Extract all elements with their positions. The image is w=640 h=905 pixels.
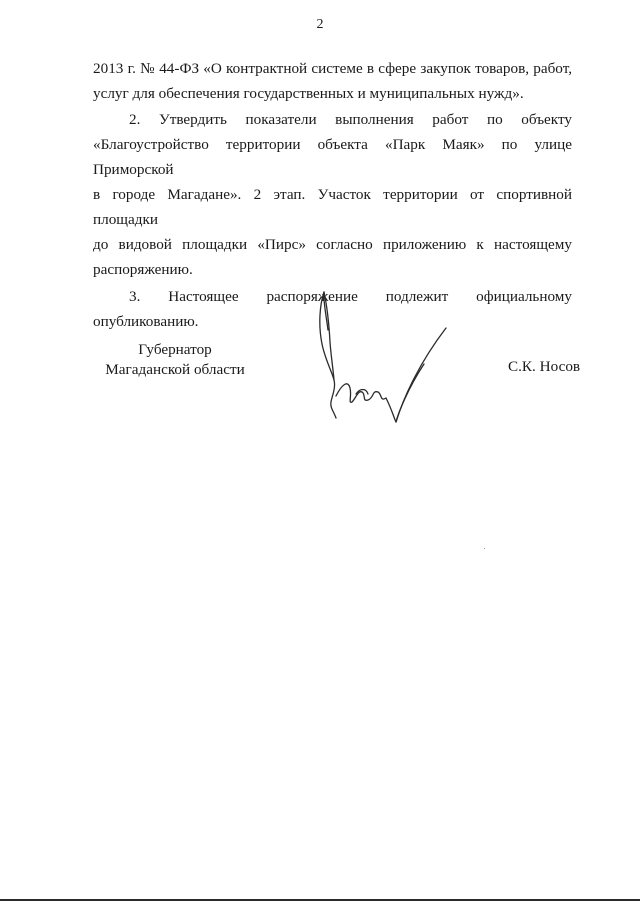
handwritten-signature xyxy=(312,284,452,429)
paragraph-line: распоряжению. xyxy=(93,261,193,278)
paragraph-line: в городе Магадане». 2 этап. Участок территории от спортивной площадки xyxy=(93,186,572,228)
page-number: 2 xyxy=(316,17,324,32)
paragraph-line: опубликованию. xyxy=(93,313,199,330)
paragraph-line: услуг для обеспечения государственных и муниципальных нужд». xyxy=(93,85,524,102)
signer-position xyxy=(100,340,250,380)
paragraph-line: 2. Утвердить показатели выполнения работ по объекту xyxy=(129,111,572,128)
scan-speck xyxy=(484,548,485,549)
page-bottom-edge xyxy=(0,899,640,901)
paragraph-line: 3. Настоящее распоряжение подлежит официальному xyxy=(129,288,572,305)
paragraph-line: 2013 г. № 44-ФЗ «О контрактной системе в сфере закупок товаров, работ, xyxy=(93,60,572,77)
signer-position-line: Губернатор xyxy=(138,341,212,358)
paragraph-line: «Благоустройство территории объекта «Парк Маяк» по улице Приморской xyxy=(93,136,572,178)
paragraph-line: до видовой площадки «Пирс» согласно приложению к настоящему xyxy=(93,236,572,253)
signer-position-line: Магаданской области xyxy=(105,361,245,378)
signer-name: С.К. Носов xyxy=(508,358,581,375)
